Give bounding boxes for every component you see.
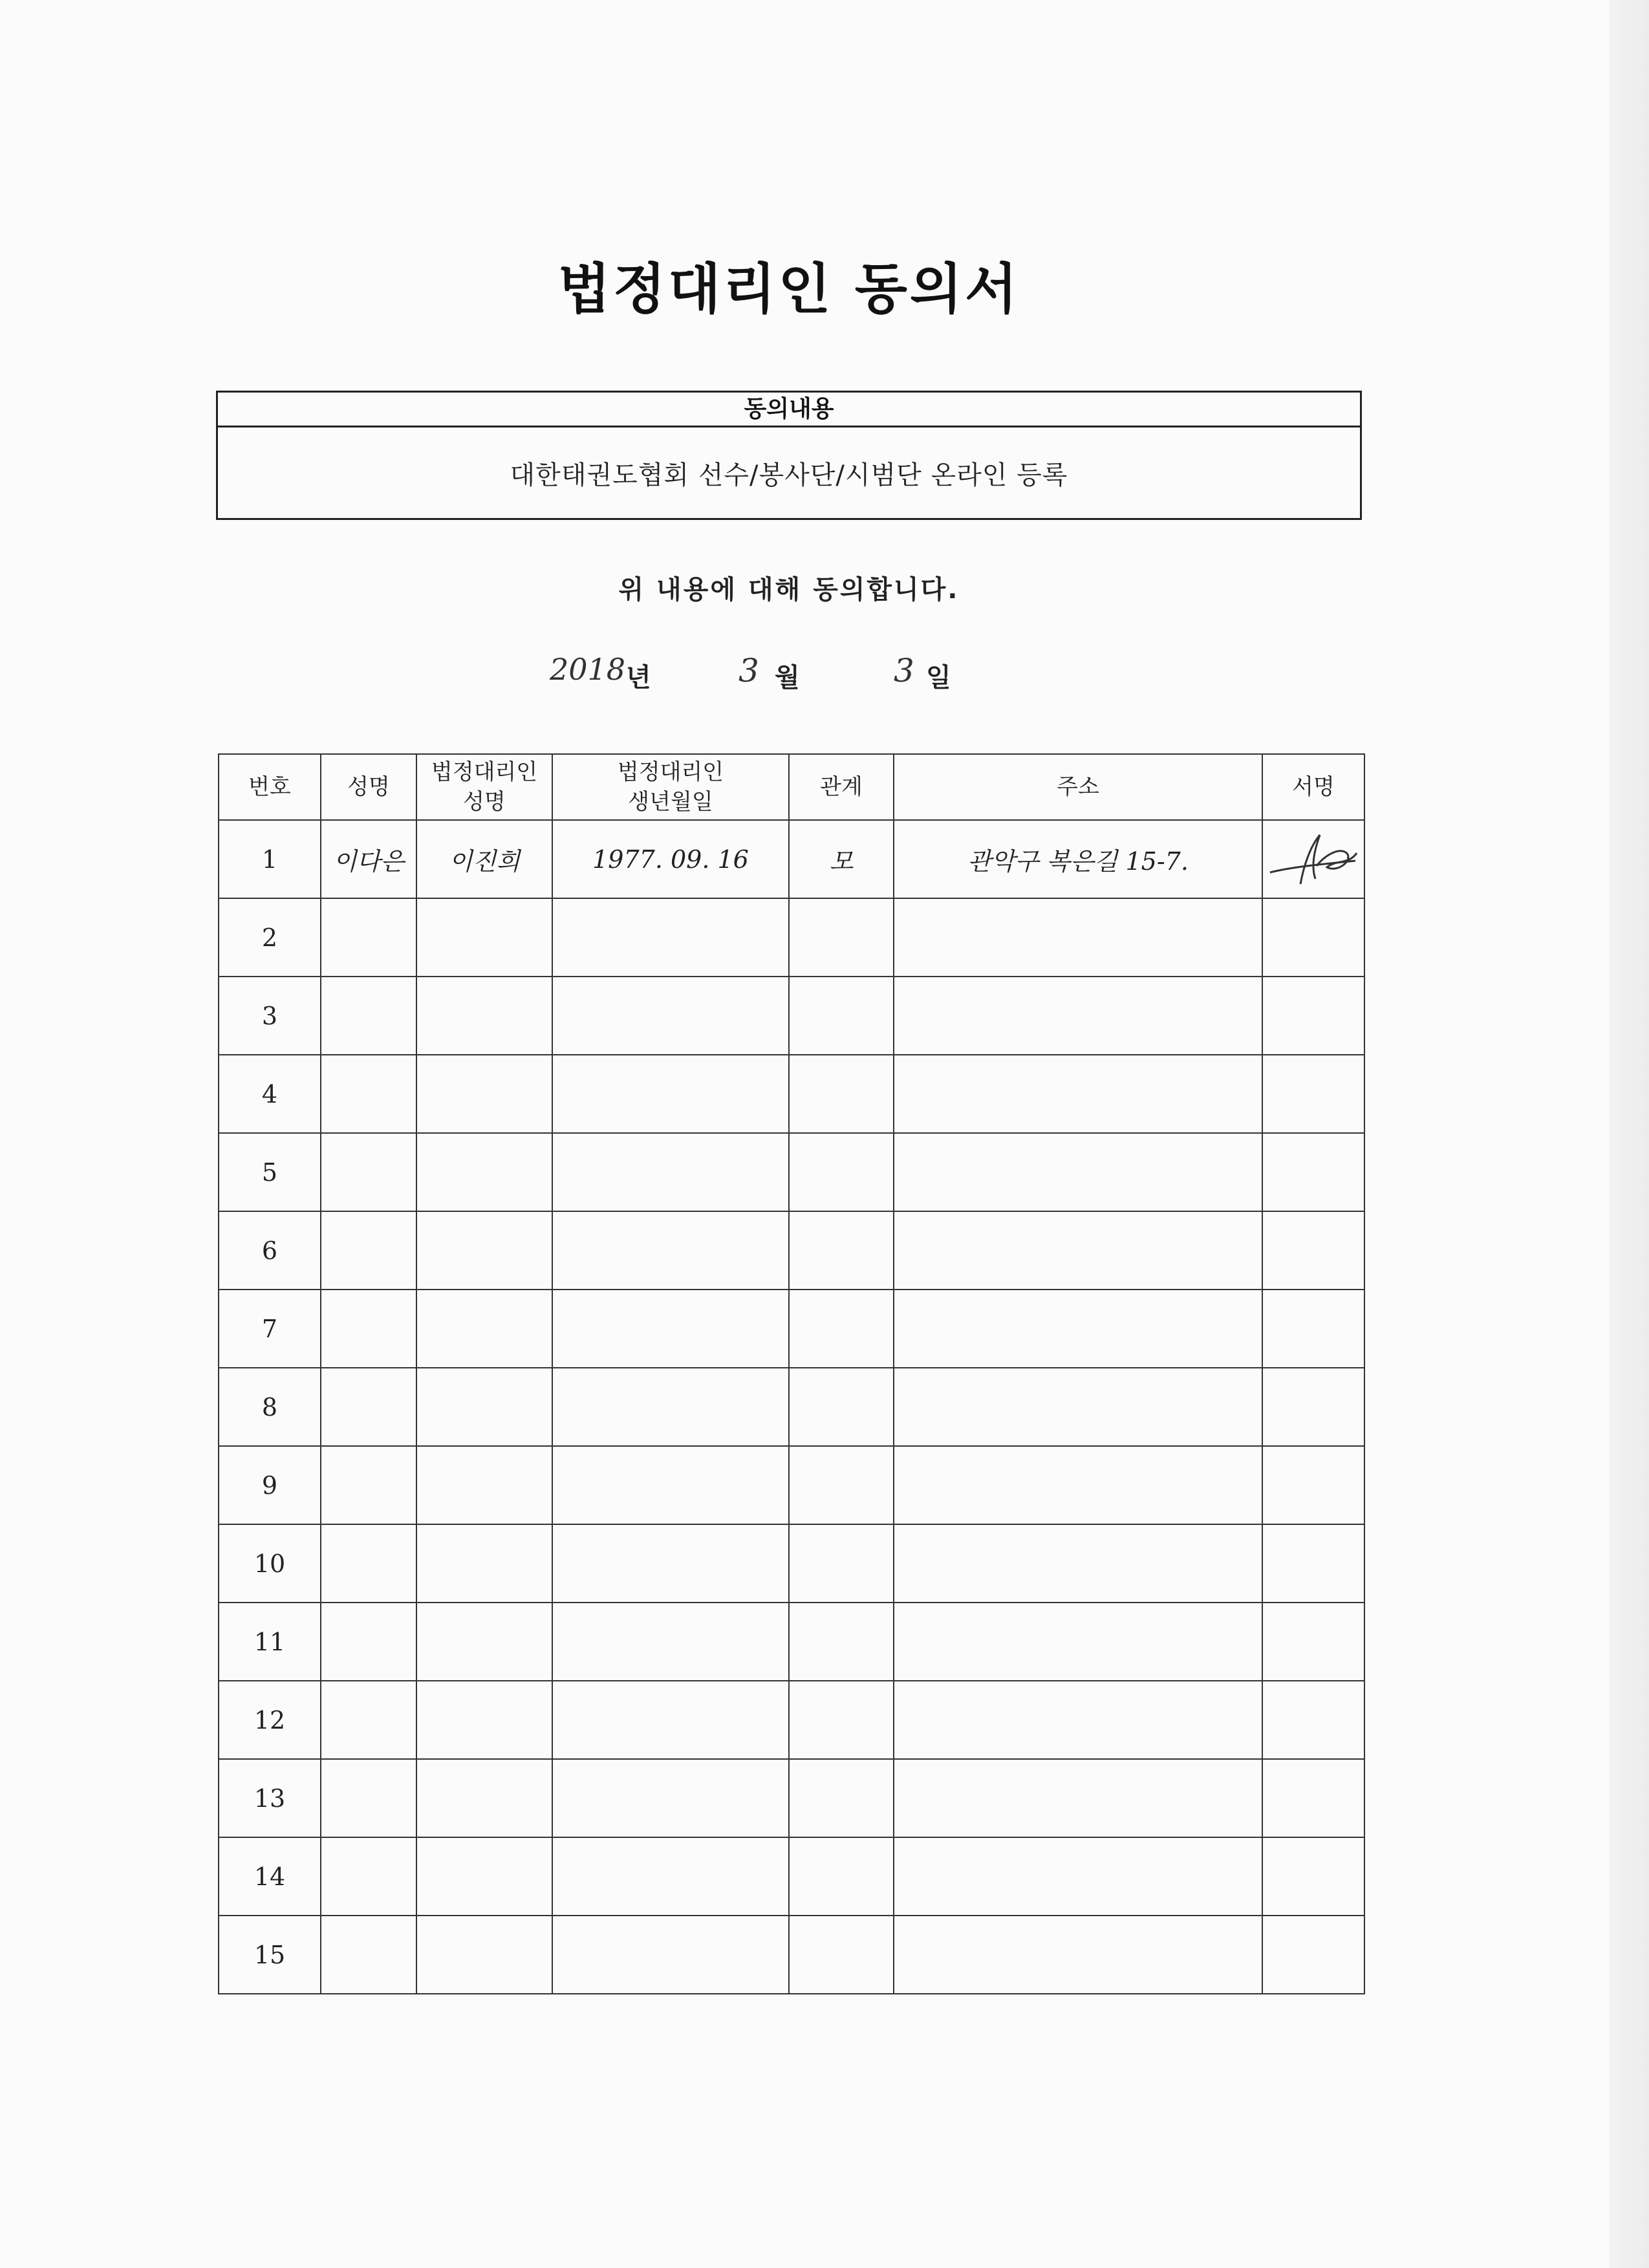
cell-signature[interactable]: [1262, 1133, 1364, 1211]
cell-address[interactable]: [894, 1211, 1262, 1290]
cell-guardian-birth[interactable]: 1977. 09. 16: [552, 820, 789, 898]
table-row: [219, 820, 1364, 898]
header-guardian-birth: [552, 754, 789, 820]
cell-name[interactable]: [321, 1290, 416, 1368]
header-address: 주소: [894, 754, 1262, 820]
date-month-value[interactable]: 3: [738, 652, 759, 689]
table-row: [219, 1603, 1364, 1681]
roster-body: [219, 820, 1364, 1994]
consent-body: 대한태권도협회 선수/봉사단/시범단 온라인 등록: [510, 460, 1068, 490]
cell-number: 13: [219, 1759, 321, 1837]
cell-guardian-birth[interactable]: [552, 1681, 789, 1759]
table-row: [219, 1837, 1364, 1916]
cell-guardian-birth[interactable]: [552, 1603, 789, 1681]
header-relation: 관계: [789, 754, 894, 820]
cell-address[interactable]: [894, 898, 1262, 977]
date-year-label: 년: [626, 663, 651, 693]
cell-guardian-name[interactable]: [416, 1681, 552, 1759]
cell-guardian-birth[interactable]: [552, 1290, 789, 1368]
cell-address[interactable]: [894, 1837, 1262, 1916]
cell-name[interactable]: [321, 1055, 416, 1133]
table-row: [219, 1446, 1364, 1524]
cell-signature[interactable]: [1262, 977, 1364, 1055]
date-day-label: 일: [926, 663, 951, 693]
header-name: 성명: [321, 754, 416, 820]
cell-name[interactable]: [321, 898, 416, 977]
cell-address[interactable]: [894, 1603, 1262, 1681]
header-guardian-birth-line2: 생년월일: [628, 789, 713, 815]
cell-number: 6: [219, 1211, 321, 1290]
cell-number: 5: [219, 1133, 321, 1211]
cell-signature[interactable]: [1262, 1055, 1364, 1133]
cell-number: 1: [219, 820, 321, 898]
cell-name[interactable]: [321, 1524, 416, 1603]
consent-header: 동의내용: [218, 393, 1360, 427]
header-guardian-name: [416, 754, 552, 820]
cell-guardian-name[interactable]: [416, 898, 552, 977]
cell-address[interactable]: 관악구 복은길 15-7.: [894, 820, 1262, 898]
date-year-value[interactable]: 2018: [550, 652, 626, 687]
date-day-value[interactable]: 3: [894, 652, 914, 689]
cell-number: 11: [219, 1603, 321, 1681]
cell-guardian-birth[interactable]: [552, 1916, 789, 1994]
cell-address[interactable]: [894, 1681, 1262, 1759]
agreement-statement: 위 내용에 대해 동의합니다.: [618, 575, 960, 605]
cell-address[interactable]: [894, 1055, 1262, 1133]
cell-signature[interactable]: [1262, 1211, 1364, 1290]
cell-guardian-name[interactable]: [416, 1759, 552, 1837]
table-row: [219, 1211, 1364, 1290]
cell-name[interactable]: [321, 1603, 416, 1681]
cell-address[interactable]: [894, 1446, 1262, 1524]
cell-signature[interactable]: [1262, 1603, 1364, 1681]
cell-signature[interactable]: [1262, 1916, 1364, 1994]
header-number: 번호: [219, 754, 321, 820]
cell-guardian-name[interactable]: [416, 1446, 552, 1524]
cell-relation[interactable]: [789, 1055, 894, 1133]
cell-address[interactable]: [894, 1524, 1262, 1603]
cell-number: 4: [219, 1055, 321, 1133]
cell-number: 7: [219, 1290, 321, 1368]
cell-guardian-name[interactable]: [416, 1603, 552, 1681]
guardian-roster-table: [218, 753, 1365, 1994]
header-guardian-birth-line1: 법정대리인: [617, 759, 724, 785]
table-header-row: [219, 754, 1364, 820]
table-row: [219, 1681, 1364, 1759]
cell-name[interactable]: [321, 1916, 416, 1994]
cell-relation[interactable]: [789, 1916, 894, 1994]
cell-name[interactable]: [321, 1681, 416, 1759]
cell-name[interactable]: [321, 1446, 416, 1524]
header-guardian-name-line2: 성명: [463, 789, 506, 815]
cell-signature[interactable]: [1262, 1837, 1364, 1916]
cell-guardian-name[interactable]: [416, 977, 552, 1055]
table-row: [219, 1368, 1364, 1446]
table-row: [219, 1055, 1364, 1133]
cell-guardian-name[interactable]: [416, 1916, 552, 1994]
cell-number: 8: [219, 1368, 321, 1446]
cell-guardian-name[interactable]: [416, 1290, 552, 1368]
table-row: [219, 1290, 1364, 1368]
cell-relation[interactable]: [789, 1133, 894, 1211]
cell-address[interactable]: [894, 1916, 1262, 1994]
cell-signature[interactable]: [1262, 1524, 1364, 1603]
cell-address[interactable]: [894, 1759, 1262, 1837]
cell-guardian-name[interactable]: [416, 1368, 552, 1446]
cell-name[interactable]: [321, 1133, 416, 1211]
cell-guardian-birth[interactable]: [552, 1837, 789, 1916]
table-row: [219, 1524, 1364, 1603]
cell-guardian-birth[interactable]: [552, 1446, 789, 1524]
cell-guardian-birth[interactable]: [552, 1759, 789, 1837]
table-row: [219, 1759, 1364, 1837]
cell-number: 9: [219, 1446, 321, 1524]
cell-name[interactable]: [321, 1211, 416, 1290]
cell-signature[interactable]: [1262, 820, 1364, 898]
cell-signature[interactable]: [1262, 898, 1364, 977]
cell-relation[interactable]: 모: [789, 820, 894, 898]
cell-guardian-name[interactable]: 이진희: [416, 820, 552, 898]
cell-number: 15: [219, 1916, 321, 1994]
cell-address[interactable]: [894, 1290, 1262, 1368]
cell-relation[interactable]: [789, 1524, 894, 1603]
cell-guardian-birth[interactable]: [552, 1133, 789, 1211]
cell-signature[interactable]: [1262, 1446, 1364, 1524]
cell-signature[interactable]: [1262, 1290, 1364, 1368]
table-row: [219, 1133, 1364, 1211]
header-guardian-name-line1: 법정대리인: [431, 759, 538, 785]
cell-relation[interactable]: [789, 977, 894, 1055]
cell-relation[interactable]: [789, 1211, 894, 1290]
cell-signature[interactable]: [1262, 1759, 1364, 1837]
cell-number: 2: [219, 898, 321, 977]
cell-guardian-name[interactable]: [416, 1055, 552, 1133]
cell-relation[interactable]: [789, 1837, 894, 1916]
cell-guardian-name[interactable]: [416, 1211, 552, 1290]
cell-guardian-birth[interactable]: [552, 1211, 789, 1290]
cell-number: 3: [219, 977, 321, 1055]
cell-relation[interactable]: [789, 1603, 894, 1681]
cell-name[interactable]: [321, 1759, 416, 1837]
cell-guardian-birth[interactable]: [552, 898, 789, 977]
cell-relation[interactable]: [789, 1290, 894, 1368]
table-row: [219, 1916, 1364, 1994]
cell-name[interactable]: [321, 1837, 416, 1916]
cell-guardian-birth[interactable]: [552, 1368, 789, 1446]
cell-guardian-birth[interactable]: [552, 977, 789, 1055]
cell-address[interactable]: [894, 1368, 1262, 1446]
cell-guardian-name[interactable]: [416, 1133, 552, 1211]
cell-number: 12: [219, 1681, 321, 1759]
cell-relation[interactable]: [789, 1681, 894, 1759]
table-row: [219, 977, 1364, 1055]
cell-address[interactable]: [894, 977, 1262, 1055]
date-month-label: 월: [775, 663, 800, 693]
handwritten-signature-icon: [1265, 827, 1362, 892]
cell-relation[interactable]: [789, 1368, 894, 1446]
cell-name[interactable]: [321, 977, 416, 1055]
cell-number: 14: [219, 1837, 321, 1916]
consent-content-box: [216, 391, 1362, 520]
cell-signature[interactable]: [1262, 1681, 1364, 1759]
cell-name[interactable]: [321, 1368, 416, 1446]
cell-relation[interactable]: [789, 1759, 894, 1837]
cell-relation[interactable]: [789, 1446, 894, 1524]
document-title: 법정대리인 동의서: [557, 257, 1020, 321]
cell-name[interactable]: 이다은: [321, 820, 416, 898]
table-row: [219, 898, 1364, 977]
cell-number: 10: [219, 1524, 321, 1603]
cell-guardian-birth[interactable]: [552, 1524, 789, 1603]
scan-edge-shadow: [1609, 0, 1649, 2268]
cell-address[interactable]: [894, 1133, 1262, 1211]
cell-guardian-name[interactable]: [416, 1524, 552, 1603]
cell-guardian-name[interactable]: [416, 1837, 552, 1916]
header-signature: 서명: [1262, 754, 1364, 820]
cell-relation[interactable]: [789, 898, 894, 977]
cell-signature[interactable]: [1262, 1368, 1364, 1446]
cell-guardian-birth[interactable]: [552, 1055, 789, 1133]
